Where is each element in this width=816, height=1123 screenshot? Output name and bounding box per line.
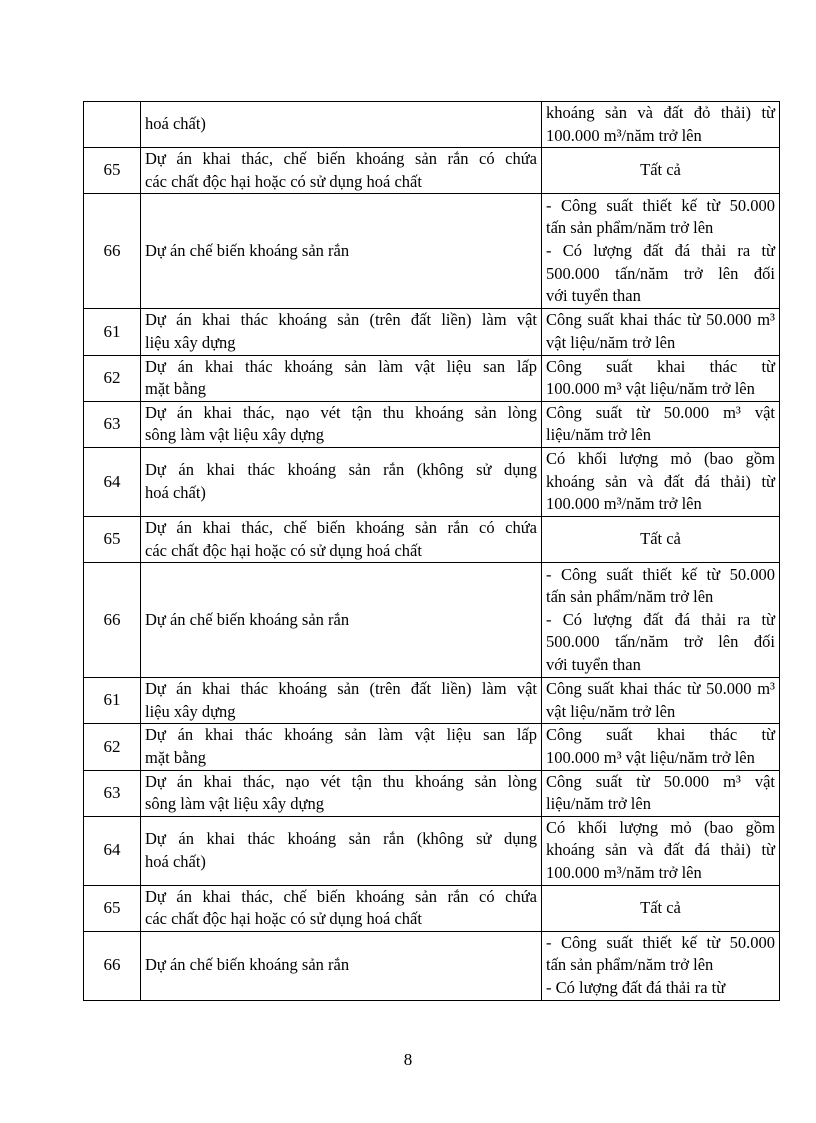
scale-text-line: khoáng sản và đất đá thải) từ <box>546 471 775 491</box>
scale-text-line: 100.000 m³ vật liệu/năm trở lên <box>546 379 755 399</box>
scale-cell <box>542 563 780 678</box>
project-type-cell <box>141 885 542 931</box>
row-number: 66 <box>84 194 141 309</box>
project-text-line: Dự án khai thác khoáng sản rắn (không sử dụng <box>145 829 537 849</box>
project-type-cell <box>141 770 542 816</box>
project-text-line: Dự án khai thác khoáng sản (trên đất liền) làm vật <box>145 310 537 330</box>
scale-text-line: 500.000 tấn/năm trở lên đối <box>546 632 775 652</box>
table-row <box>84 355 780 401</box>
row-number: 64 <box>84 447 141 516</box>
table-row <box>84 148 780 194</box>
scale-text-line: 500.000 tấn/năm trở lên đối <box>546 263 775 283</box>
scale-cell <box>542 447 780 516</box>
project-type-cell <box>141 678 542 724</box>
table-row <box>84 678 780 724</box>
scale-text-line: với tuyển than <box>546 286 641 306</box>
row-number: 62 <box>84 355 141 401</box>
project-text-line: Dự án khai thác khoáng sản làm vật liệu san lấp <box>145 725 537 745</box>
scale-text-line: Tất cả <box>640 160 681 180</box>
scale-text-line: Công suất khai thác từ <box>546 356 775 376</box>
project-type-cell <box>141 816 542 885</box>
scale-cell <box>542 770 780 816</box>
project-text-line: các chất độc hại hoặc có sử dụng hoá chất <box>145 540 422 560</box>
scale-cell <box>542 194 780 309</box>
scale-text-line: Công suất từ 50.000 m³ vật <box>546 402 775 422</box>
scale-text-line: vật liệu/năm trở lên <box>546 701 676 721</box>
row-number: 65 <box>84 516 141 562</box>
scale-cell <box>542 885 780 931</box>
scale-text-line: - Công suất thiết kế từ 50.000 <box>546 564 775 584</box>
scale-text-line: Công suất khai thác từ <box>546 725 775 745</box>
scale-text-line: liệu/năm trở lên <box>546 425 651 445</box>
scale-cell <box>542 678 780 724</box>
project-text-line: Dự án khai thác khoáng sản làm vật liệu san lấp <box>145 356 537 376</box>
scale-cell <box>542 355 780 401</box>
scale-text-line: Công suất khai thác từ 50.000 m³ <box>546 310 775 330</box>
table-row <box>84 309 780 355</box>
project-type-cell <box>141 447 542 516</box>
project-type-cell <box>141 102 542 148</box>
row-number: 66 <box>84 931 141 1000</box>
scale-text-line: 100.000 m³/năm trở lên <box>546 125 702 145</box>
scale-text-line: Công suất khai thác từ 50.000 m³ <box>546 679 775 699</box>
scale-cell <box>542 309 780 355</box>
project-text-line: Dự án khai thác khoáng sản (trên đất liền) làm vật <box>145 679 537 699</box>
project-type-cell <box>141 355 542 401</box>
scale-text-line: - Có lượng đất đá thải ra từ <box>546 609 775 629</box>
scale-text-line: - Công suất thiết kế từ 50.000 <box>546 195 775 215</box>
scale-text-line: Tất cả <box>640 529 681 549</box>
project-text-line: mặt bằng <box>145 379 206 399</box>
row-number <box>84 102 141 148</box>
project-text-line: mặt bằng <box>145 747 206 767</box>
project-text-line: hoá chất) <box>145 482 206 502</box>
project-text-line: liệu xây dựng <box>145 332 236 352</box>
scale-text-line: Công suất từ 50.000 m³ vật <box>546 771 775 791</box>
table-row <box>84 770 780 816</box>
project-text-line: Dự án khai thác, nạo vét tận thu khoáng sản lòng <box>145 771 537 791</box>
table-row <box>84 724 780 770</box>
project-text-line: các chất độc hại hoặc có sử dụng hoá chất <box>145 909 422 929</box>
scale-text-line: Có khối lượng mỏ (bao gồm <box>546 449 775 469</box>
scale-text-line: tấn sản phẩm/năm trở lên <box>546 218 714 238</box>
scale-cell <box>542 148 780 194</box>
scale-cell <box>542 516 780 562</box>
project-text-line: liệu xây dựng <box>145 701 236 721</box>
project-type-cell <box>141 309 542 355</box>
scale-text-line: - Có lượng đất đá thải ra từ <box>546 241 775 261</box>
row-number: 66 <box>84 563 141 678</box>
row-number: 63 <box>84 770 141 816</box>
scale-text-line: tấn sản phẩm/năm trở lên <box>546 587 714 607</box>
table-row <box>84 563 780 678</box>
scale-cell <box>542 931 780 1000</box>
project-text-line: sông làm vật liệu xây dựng <box>145 794 324 814</box>
scale-text-line: liệu/năm trở lên <box>546 794 651 814</box>
scale-text-line: với tuyển than <box>546 655 641 675</box>
project-text-line: Dự án khai thác, chế biến khoáng sản rắn có chứa <box>145 517 537 537</box>
scale-text-line: 100.000 m³ vật liệu/năm trở lên <box>546 747 755 767</box>
scale-text-line: Có khối lượng mỏ (bao gồm <box>546 817 775 837</box>
project-text-line: hoá chất) <box>145 851 206 871</box>
row-number: 61 <box>84 309 141 355</box>
document-table <box>83 101 780 1001</box>
project-text-line: hoá chất) <box>145 114 206 134</box>
project-type-cell <box>141 148 542 194</box>
table-row <box>84 194 780 309</box>
scale-text-line: 100.000 m³/năm trở lên <box>546 862 702 882</box>
scale-text-line: tấn sản phẩm/năm trở lên <box>546 955 714 975</box>
row-number: 65 <box>84 148 141 194</box>
scale-text-line: khoáng sản và đất đỏ thải) từ <box>546 103 775 122</box>
project-text-line: Dự án chế biến khoáng sản rắn <box>145 955 350 975</box>
scale-text-line: khoáng sản và đất đá thải) từ <box>546 840 775 860</box>
row-number: 62 <box>84 724 141 770</box>
project-text-line: Dự án chế biến khoáng sản rắn <box>145 241 350 261</box>
scale-cell <box>542 816 780 885</box>
row-number: 61 <box>84 678 141 724</box>
project-type-cell <box>141 516 542 562</box>
project-text-line: các chất độc hại hoặc có sử dụng hoá chất <box>145 171 422 191</box>
project-text-line: Dự án khai thác, chế biến khoáng sản rắn có chứa <box>145 886 537 906</box>
row-number: 65 <box>84 885 141 931</box>
table-row <box>84 447 780 516</box>
project-text-line: sông làm vật liệu xây dựng <box>145 425 324 445</box>
scale-text-line: vật liệu/năm trở lên <box>546 332 676 352</box>
table-body <box>84 102 780 1001</box>
table-row <box>84 516 780 562</box>
scale-cell <box>542 724 780 770</box>
project-type-cell <box>141 724 542 770</box>
table-row <box>84 102 780 148</box>
table-row <box>84 931 780 1000</box>
row-number: 64 <box>84 816 141 885</box>
project-text-line: Dự án khai thác, nạo vét tận thu khoáng sản lòng <box>145 402 537 422</box>
scale-text-line: - Có lượng đất đá thải ra từ <box>546 978 726 998</box>
project-type-cell <box>141 563 542 678</box>
table-row <box>84 816 780 885</box>
scale-cell <box>542 401 780 447</box>
project-text-line: Dự án chế biến khoáng sản rắn <box>145 609 350 629</box>
table-row <box>84 885 780 931</box>
project-text-line: Dự án khai thác khoáng sản rắn (không sử dụng <box>145 460 537 480</box>
project-type-cell <box>141 401 542 447</box>
scale-text-line: 100.000 m³/năm trở lên <box>546 494 702 514</box>
page-number: 8 <box>403 1050 413 1069</box>
scale-cell <box>542 102 780 148</box>
scale-text-line: - Công suất thiết kế từ 50.000 <box>546 932 775 952</box>
table-row <box>84 401 780 447</box>
scale-text-line: Tất cả <box>640 897 681 917</box>
project-text-line: Dự án khai thác, chế biến khoáng sản rắn có chứa <box>145 149 537 169</box>
project-type-cell <box>141 931 542 1000</box>
row-number: 63 <box>84 401 141 447</box>
project-type-cell <box>141 194 542 309</box>
